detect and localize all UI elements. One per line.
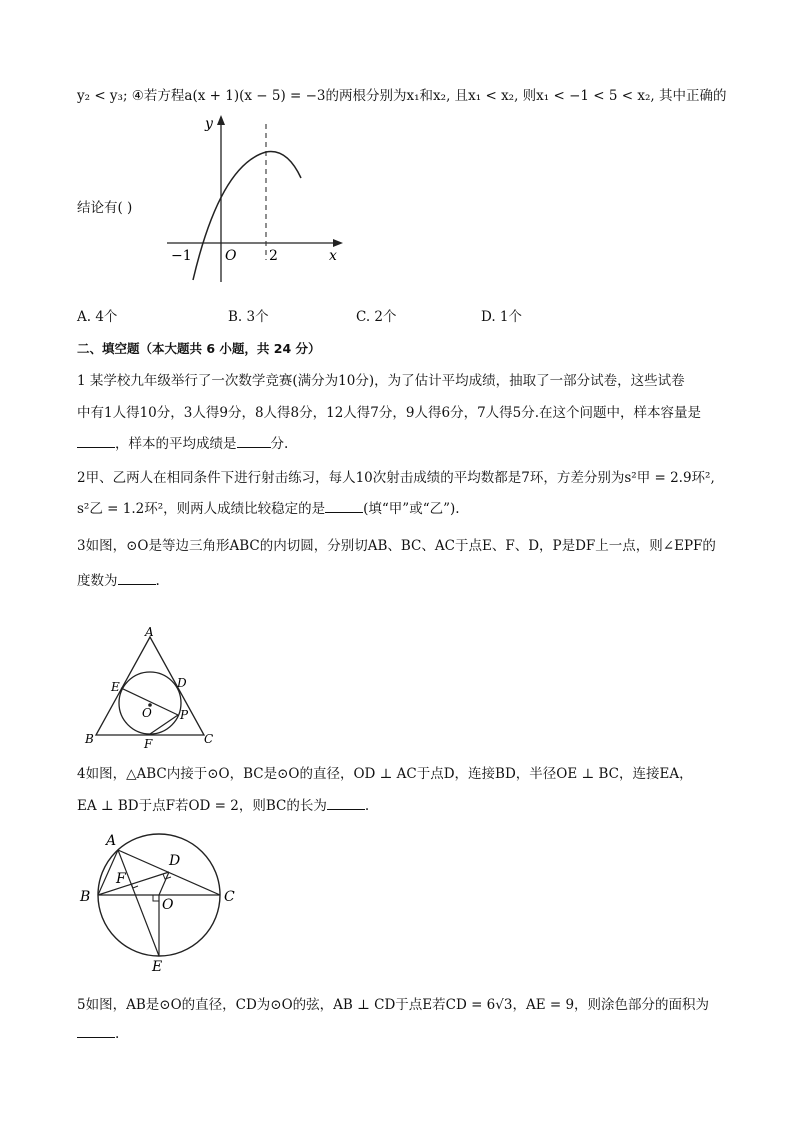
q5-line1: 5如图，AB是⊙O的直径，CD为⊙O的弦，AB ⊥ CD于点E若CD = 6√3，AE = 9，则涂色部分的面积为 — [77, 997, 710, 1013]
conclusion-text: 结论有( ) — [77, 200, 133, 216]
q3-line2-text: 度数为 — [77, 573, 118, 589]
graph-origin-label: O — [225, 248, 237, 264]
q1-line3-text-a: ，样本的平均成绩是 — [115, 436, 237, 452]
question-continuation-line: y₂ < y₃; ④若方程a(x + 1)(x − 5) = −3的两根分别为x₁和x₂, 且x₁ < x₂, 则x₁ < −1 < 5 < x₂, 其中正确的 — [77, 88, 727, 104]
incircle-triangle-figure — [80, 625, 225, 750]
q5-line2: . — [77, 1025, 119, 1042]
q2-blank[interactable] — [325, 500, 363, 513]
q1-line1: 1 某学校九年级举行了一次数学竞赛(满分为10分)，为了估计平均成绩，抽取了一部分试卷，这些试卷 — [77, 373, 685, 389]
fig3-label-b: B — [85, 732, 94, 746]
q1-line3 — [77, 432, 288, 452]
fig3-label-e: E — [111, 680, 120, 694]
fig3-label-d: D — [177, 676, 187, 690]
fig3-label-o: O — [142, 706, 152, 720]
graph-x-label: x — [329, 248, 337, 264]
fig4-label-o: O — [162, 897, 174, 913]
option-b[interactable]: B. 3个 — [228, 309, 269, 325]
q1-line2: 中有1人得10分，3人得9分，8人得8分，12人得7分，9人得6分，7人得5分.在这个问题中，样本容量是 — [77, 405, 702, 421]
q1-line3-text-b: 分. — [270, 436, 289, 452]
q2-line2-text-b: (填“甲”或“乙”). — [363, 501, 460, 517]
fig4-label-f: F — [116, 871, 126, 887]
fig4-label-d: D — [169, 853, 181, 869]
q5-blank[interactable] — [77, 1025, 115, 1038]
q3-blank[interactable] — [118, 572, 156, 585]
circle-diameter-figure — [76, 825, 246, 977]
q2-line2-text-a: s²乙 = 1.2环²，则两人成绩比较稳定的是 — [77, 501, 326, 517]
parabola-graph — [165, 110, 350, 290]
graph-y-label: y — [205, 116, 213, 132]
section-header: 二、填空题（本大题共 6 小题，共 24 分） — [77, 341, 321, 356]
option-d[interactable]: D. 1个 — [481, 309, 523, 325]
option-c[interactable]: C. 2个 — [356, 309, 397, 325]
q2-line1: 2甲、乙两人在相同条件下进行射击练习，每人10次射击成绩的平均数都是7环，方差分别为s²甲 = 2.9环², — [77, 470, 715, 486]
fig3-label-f: F — [144, 737, 153, 750]
fig3-label-p: P — [180, 708, 189, 722]
q1-blank-2[interactable] — [237, 435, 271, 448]
graph-two-label: 2 — [269, 248, 278, 264]
q3-line2: 度数为 . — [77, 573, 160, 589]
q4-blank[interactable] — [327, 797, 365, 810]
q1-blank-1[interactable] — [77, 435, 115, 448]
q4-line2: EA ⊥ BD于点F若OD = 2，则BC的长为 . — [77, 798, 370, 814]
fig4-label-b: B — [80, 889, 91, 905]
q4-line1: 4如图，△ABC内接于⊙O，BC是⊙O的直径，OD ⊥ AC于点D，连接BD，半径OE ⊥ BC，连接EA， — [77, 766, 693, 782]
q3-line1: 3如图，⊙O是等边三角形ABC的内切圆，分别切AB、BC、AC于点E、F、D，P是DF上一点，则∠EPF的 — [77, 538, 716, 554]
graph-neg1-label: −1 — [171, 248, 192, 264]
fig3-label-a: A — [145, 625, 154, 639]
fig4-label-e: E — [152, 959, 163, 975]
q4-line2-text: EA ⊥ BD于点F若OD = 2，则BC的长为 — [77, 798, 327, 814]
fig4-label-a: A — [106, 833, 117, 849]
fig3-label-c: C — [204, 732, 214, 746]
q2-line2 — [77, 497, 460, 517]
fig4-label-c: C — [224, 889, 235, 905]
option-a[interactable]: A. 4个 — [77, 309, 118, 325]
